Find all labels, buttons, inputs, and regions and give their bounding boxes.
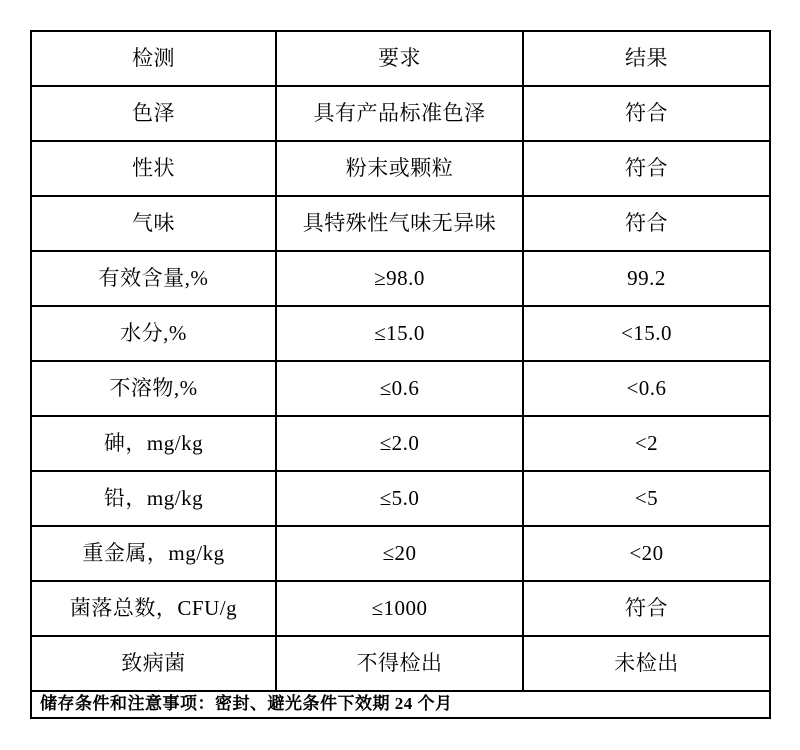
inspection-table <box>30 30 771 719</box>
cell-result: <15.0 <box>523 306 770 361</box>
cell-result: 99.2 <box>523 251 770 306</box>
cell-requirement: ≤20 <box>276 526 523 581</box>
cell-requirement: 具特殊性气味无异味 <box>276 196 523 251</box>
cell-result: <0.6 <box>523 361 770 416</box>
cell-result: 符合 <box>523 581 770 636</box>
cell-test-name: 色泽 <box>31 86 276 141</box>
cell-test-name: 有效含量,% <box>31 251 276 306</box>
table-row <box>31 306 770 361</box>
table-row <box>31 196 770 251</box>
cell-test-name: 气味 <box>31 196 276 251</box>
cell-test-name: 菌落总数，CFU/g <box>31 581 276 636</box>
cell-test-name: 砷，mg/kg <box>31 416 276 471</box>
cell-requirement: ≥98.0 <box>276 251 523 306</box>
table-row <box>31 86 770 141</box>
table-row <box>31 361 770 416</box>
table-footer-row <box>31 691 770 718</box>
table-row <box>31 251 770 306</box>
storage-note: 储存条件和注意事项：密封、避光条件下效期 24 个月 <box>31 691 770 718</box>
cell-test-name: 铅，mg/kg <box>31 471 276 526</box>
table-row <box>31 636 770 691</box>
cell-result: 符合 <box>523 86 770 141</box>
cell-requirement: ≤15.0 <box>276 306 523 361</box>
cell-test-name: 性状 <box>31 141 276 196</box>
cell-requirement: 具有产品标准色泽 <box>276 86 523 141</box>
cell-result: <20 <box>523 526 770 581</box>
table-row <box>31 416 770 471</box>
cell-requirement: ≤0.6 <box>276 361 523 416</box>
cell-result: <5 <box>523 471 770 526</box>
cell-requirement: ≤5.0 <box>276 471 523 526</box>
table-row <box>31 526 770 581</box>
table-row <box>31 141 770 196</box>
cell-requirement: ≤1000 <box>276 581 523 636</box>
table-row <box>31 471 770 526</box>
cell-result: 未检出 <box>523 636 770 691</box>
table-header-row <box>31 31 770 86</box>
cell-result: 符合 <box>523 196 770 251</box>
cell-requirement: 粉末或颗粒 <box>276 141 523 196</box>
cell-test-name: 水分,% <box>31 306 276 361</box>
column-header-requirement: 要求 <box>276 31 523 86</box>
cell-requirement: 不得检出 <box>276 636 523 691</box>
table-row <box>31 581 770 636</box>
column-header-test: 检测 <box>31 31 276 86</box>
cell-result: <2 <box>523 416 770 471</box>
cell-result: 符合 <box>523 141 770 196</box>
cell-requirement: ≤2.0 <box>276 416 523 471</box>
cell-test-name: 致病菌 <box>31 636 276 691</box>
column-header-result: 结果 <box>523 31 770 86</box>
cell-test-name: 不溶物,% <box>31 361 276 416</box>
cell-test-name: 重金属，mg/kg <box>31 526 276 581</box>
